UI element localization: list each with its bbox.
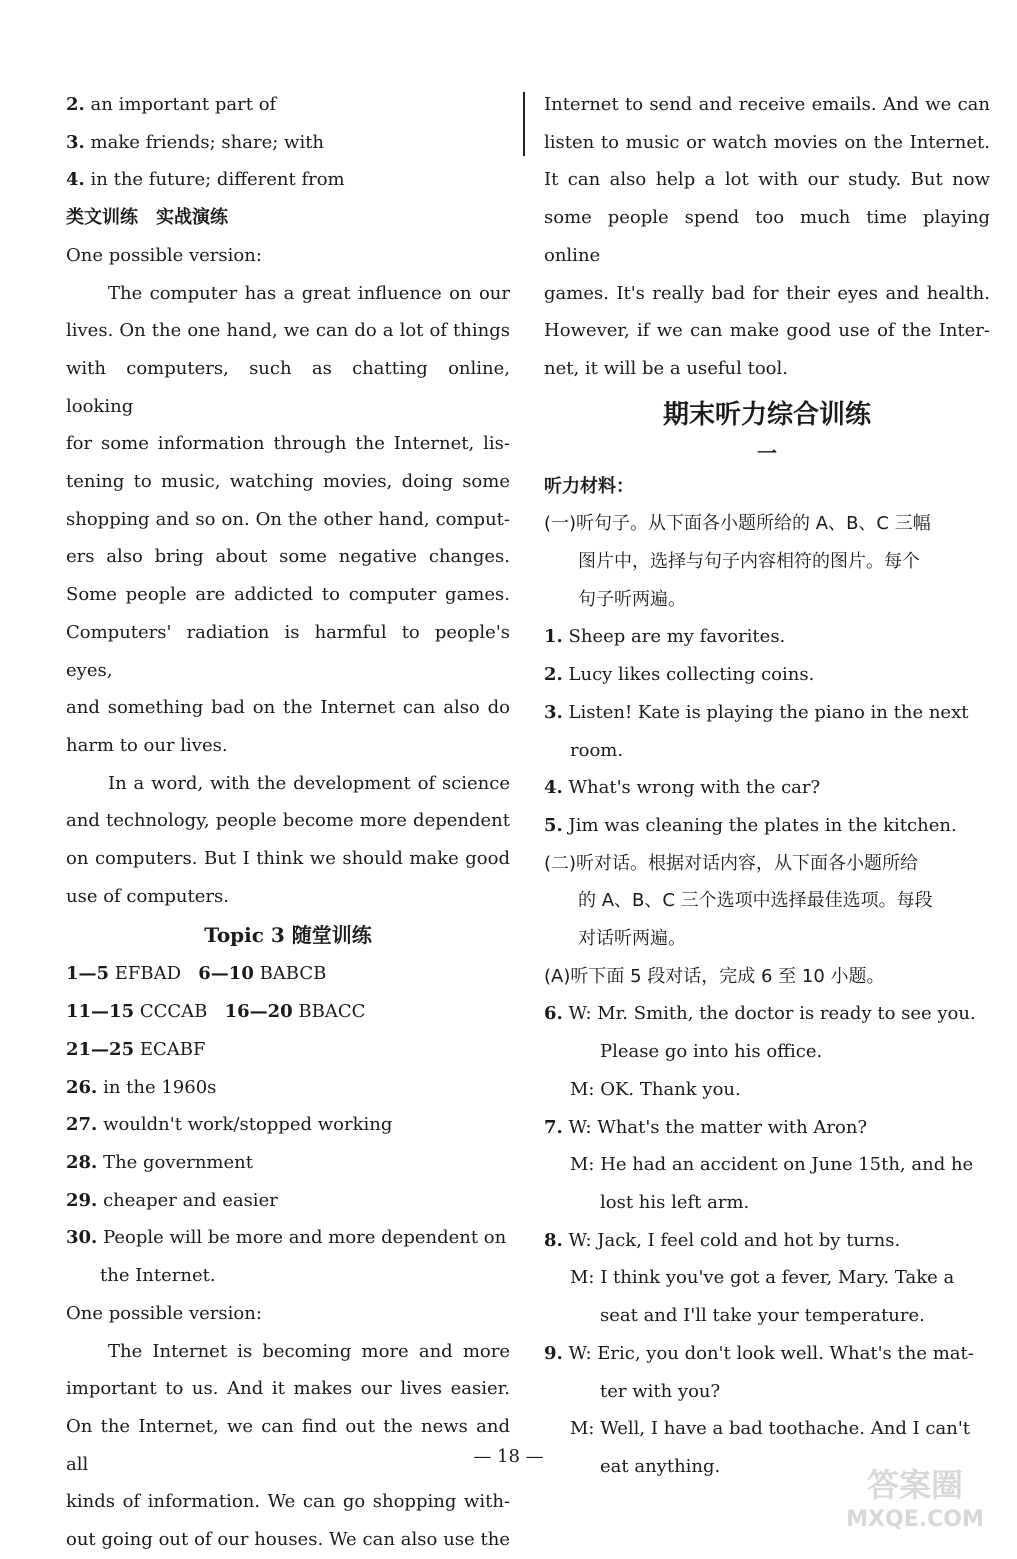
essay1-line: The computer has a great influence on our bbox=[108, 282, 510, 304]
watermark-text-cn: 答案圈 bbox=[866, 1466, 964, 1504]
column-divider bbox=[523, 92, 525, 156]
dialogue-w-cont: Please go into his office. bbox=[600, 1041, 823, 1063]
dialogue-w-cont: ter with you? bbox=[600, 1380, 721, 1402]
dialogue-w: 8. W: Jack, I feel cold and hot by turns. bbox=[544, 1229, 901, 1251]
mc-answer-row: 1—5 EFBAD 6—10 BABCB bbox=[66, 963, 327, 985]
instruction-2-cont: 的 A、B、C 三个选项中选择最佳选项。每段 bbox=[578, 890, 933, 912]
essay2-line: kinds of information. We can go shopping with- bbox=[66, 1491, 510, 1513]
essay2-line: It can also help a lot with our study. But now bbox=[544, 169, 990, 191]
essay2-line: out going out of our houses. We can also use the bbox=[66, 1529, 510, 1551]
instruction-2: (二)听对话。根据对话内容，从下面各小题所给 bbox=[544, 852, 919, 874]
dialogue-w: 6. W: Mr. Smith, the doctor is ready to see you. bbox=[544, 1003, 976, 1025]
dialogue-m: M: OK. Thank you. bbox=[570, 1078, 741, 1100]
essay1-line: use of computers. bbox=[66, 885, 229, 907]
mc-answer-row: 11—15 CCCAB 16—20 BBACC bbox=[66, 1001, 366, 1023]
essay2-line: net, it will be a useful tool. bbox=[544, 357, 788, 379]
right-column bbox=[544, 86, 990, 1486]
essay1-line: on computers. But I think we should make good bbox=[66, 848, 510, 870]
essay2-line: important to us. And it makes our lives easier. bbox=[66, 1378, 510, 1400]
essay2-line: The Internet is becoming more and more bbox=[108, 1340, 510, 1362]
watermark-text-en: MXQE.COM bbox=[846, 1507, 984, 1532]
essay1-line: with computers, such as chatting online, looking bbox=[66, 357, 510, 417]
essay2-line: some people spend too much time playing online bbox=[544, 207, 990, 266]
page-number: — 18 — bbox=[473, 1446, 544, 1467]
instruction-3: (A)听下面 5 段对话，完成 6 至 10 小题。 bbox=[544, 965, 885, 987]
instruction-1-cont: 句子听两遍。 bbox=[578, 588, 686, 610]
sentence-item: 3. Listen! Kate is playing the piano in the next bbox=[544, 701, 969, 723]
instruction-1: (一)听句子。从下面各小题所给的 A、B、C 三幅 bbox=[544, 513, 931, 535]
answer-3: 3. make friends; share; with bbox=[66, 131, 325, 153]
dialogue-w: 9. W: Eric, you don't look well. What's the mat- bbox=[544, 1342, 974, 1364]
answer-4: 4. in the future; different from bbox=[66, 169, 345, 191]
essay1-line: shopping and so on. On the other hand, comput- bbox=[66, 508, 510, 530]
essay2-line: On the Internet, we can find out the news and all bbox=[66, 1415, 510, 1475]
essay1-line: and something bad on the Internet can also do bbox=[66, 697, 510, 719]
sentence-item-cont: room. bbox=[570, 739, 624, 761]
essay1-line: lives. On the one hand, we can do a lot of things bbox=[66, 320, 510, 342]
essay1-line: and technology, people become more dependent bbox=[66, 810, 510, 832]
essay1-line: Some people are addicted to computer games. bbox=[66, 584, 510, 606]
essay1-line: In a word, with the development of science bbox=[108, 772, 510, 794]
dialogue-w: 7. W: What's the matter with Aron? bbox=[544, 1116, 868, 1138]
dialogue-m-cont: seat and I'll take your temperature. bbox=[600, 1305, 925, 1327]
section-heading: 类文训练 实战演练 bbox=[66, 207, 228, 229]
materials-label: 听力材料： bbox=[544, 475, 634, 497]
dialogue-m: M: Well, I have a bad toothache. And I can't bbox=[570, 1418, 970, 1440]
essay1-line: ers also bring about some negative changes. bbox=[66, 546, 510, 568]
essay1-line: harm to our lives. bbox=[66, 734, 228, 756]
topic-title: Topic 3 随堂训练 bbox=[204, 923, 372, 948]
version-label: One possible version: bbox=[66, 244, 262, 266]
fill-answer: 26. in the 1960s bbox=[66, 1076, 217, 1098]
sentence-item: 1. Sheep are my favorites. bbox=[544, 626, 786, 648]
fill-answer: 27. wouldn't work/stopped working bbox=[66, 1114, 393, 1136]
sentence-item: 2. Lucy likes collecting coins. bbox=[544, 664, 815, 686]
essay1-line: for some information through the Internet, lis- bbox=[66, 433, 510, 455]
version-label-2: One possible version: bbox=[66, 1302, 262, 1324]
mc-answer-row: 21—25 ECABF bbox=[66, 1038, 206, 1060]
dialogue-m: M: He had an accident on June 15th, and he bbox=[570, 1154, 974, 1176]
instruction-2-cont: 对话听两遍。 bbox=[578, 928, 686, 950]
essay2-line: games. It's really bad for their eyes and health. bbox=[544, 282, 990, 304]
left-column bbox=[66, 86, 510, 1559]
part-number: 一 bbox=[757, 440, 777, 465]
fill-answer: 28. The government bbox=[66, 1151, 253, 1173]
fill-answer: 29. cheaper and easier bbox=[66, 1189, 278, 1211]
sentence-item: 4. What's wrong with the car? bbox=[544, 777, 821, 799]
essay1-line: tening to music, watching movies, doing some bbox=[66, 471, 510, 493]
watermark-logo bbox=[823, 1462, 1003, 1532]
sentence-item: 5. Jim was cleaning the plates in the kitchen. bbox=[544, 814, 957, 836]
fill-answer: 30. People will be more and more dependent on bbox=[66, 1227, 507, 1249]
dialogue-m: M: I think you've got a fever, Mary. Take a bbox=[570, 1267, 955, 1289]
listening-title: 期末听力综合训练 bbox=[662, 399, 871, 430]
fill-answer-cont: the Internet. bbox=[100, 1265, 216, 1287]
essay2-line: listen to music or watch movies on the Internet. bbox=[544, 131, 990, 153]
answer-2: 2. an important part of bbox=[66, 94, 277, 115]
essay2-line: However, if we can make good use of the Inter- bbox=[544, 320, 990, 342]
essay2-line: Internet to send and receive emails. And we can bbox=[544, 94, 990, 115]
instruction-1-cont: 图片中，选择与句子内容相符的图片。每个 bbox=[578, 551, 920, 573]
essay1-line: Computers' radiation is harmful to people's eyes, bbox=[66, 621, 510, 681]
dialogue-m-cont: lost his left arm. bbox=[600, 1191, 750, 1213]
dialogue-m-cont: eat anything. bbox=[600, 1455, 721, 1477]
